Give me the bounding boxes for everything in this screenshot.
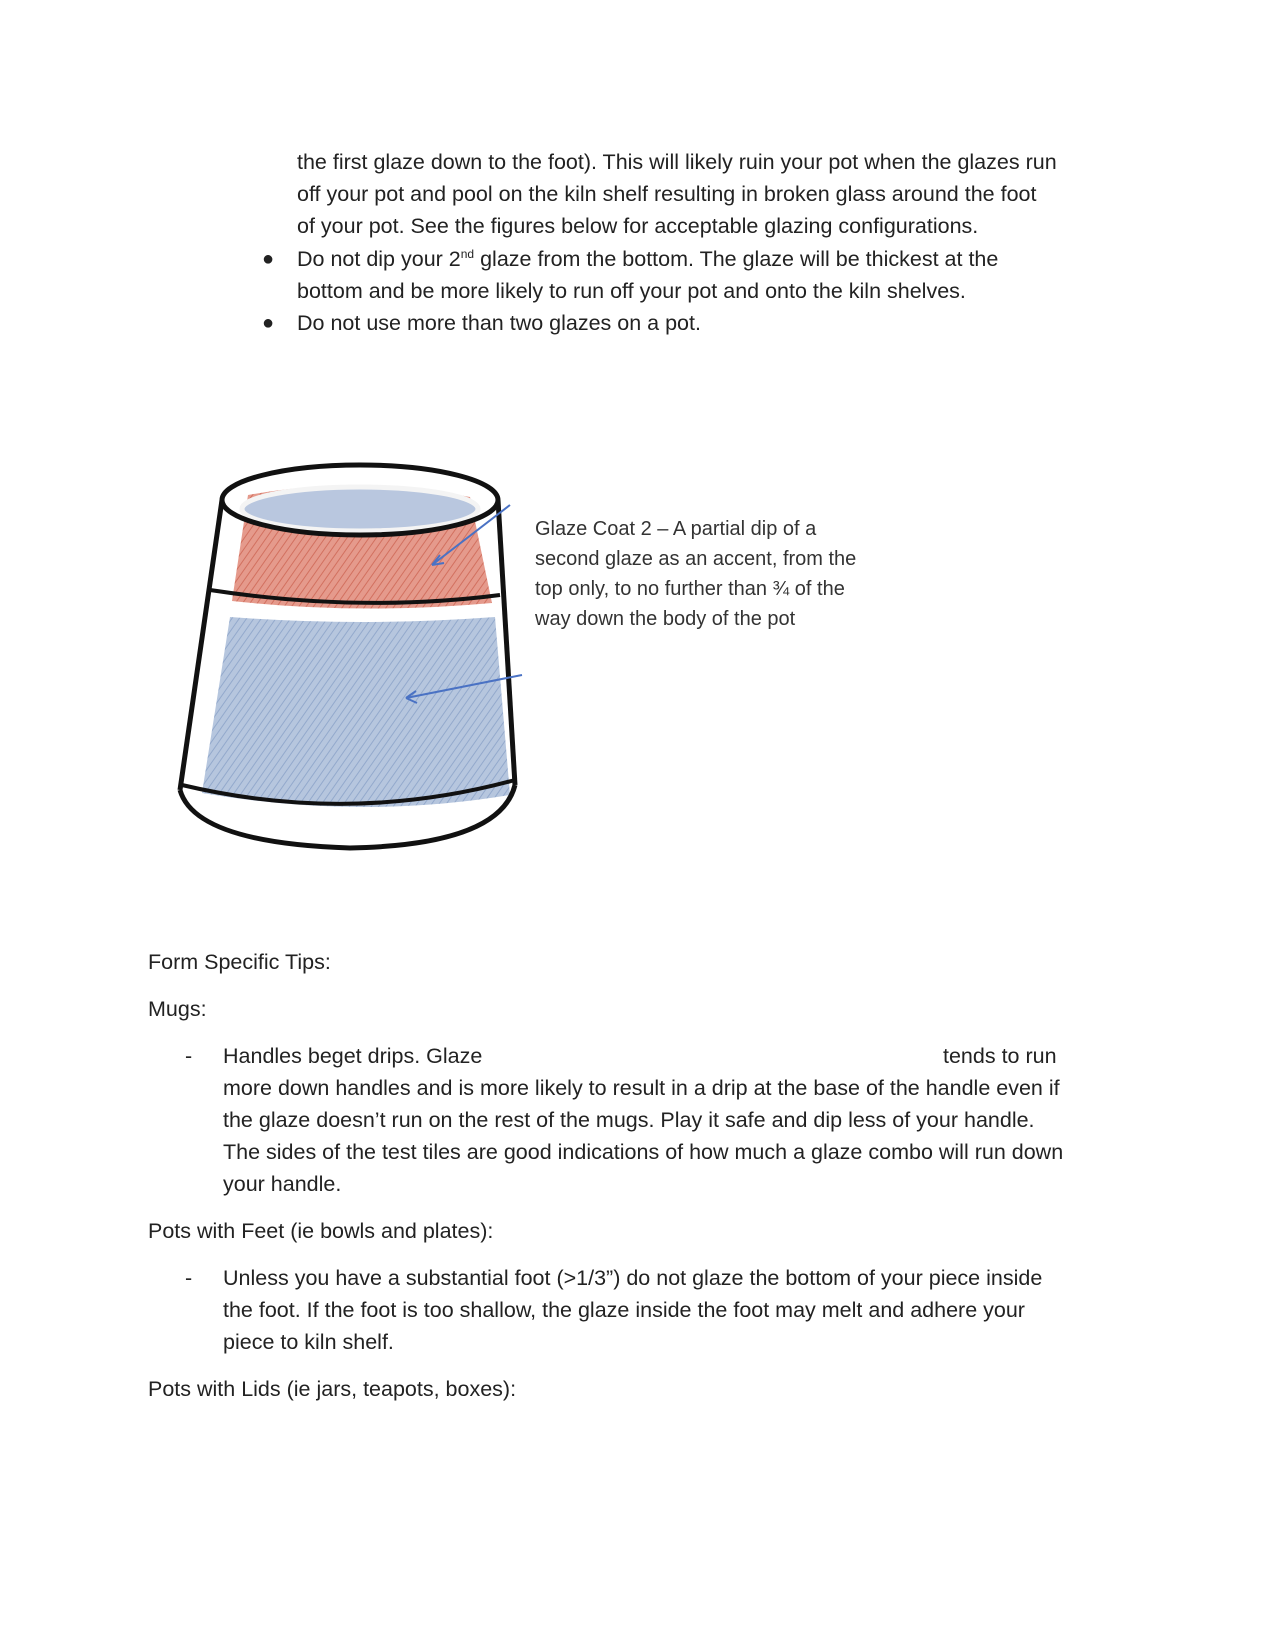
bullet-1-symbol: ● — [262, 248, 275, 270]
callout-line-1: Glaze Coat 2 – A partial dip of a — [535, 518, 817, 540]
mugs-heading: Mugs: — [148, 997, 207, 1021]
mugs-item-line-3: the glaze doesn’t run on the rest of the mugs. Play it safe and dip less of your handle. — [223, 1108, 1035, 1132]
inner-glaze-ellipse — [242, 487, 478, 531]
intro-line-1: the first glaze down to the foot). This will likely ruin your pot when the glazes run — [297, 150, 1057, 174]
intro-line-3: of your pot. See the figures below for acceptable glazing configurations. — [297, 214, 979, 238]
feet-heading: Pots with Feet (ie bowls and plates): — [148, 1219, 494, 1243]
mugs-item-line-5: your handle. — [223, 1172, 342, 1196]
callout-line-2: second glaze as an accent, from the — [535, 548, 857, 570]
feet-item-dash: - — [185, 1266, 193, 1290]
feet-item-line-1: Unless you have a substantial foot (>1/3”) do not glaze the bottom of your piece inside — [223, 1266, 1043, 1290]
callout-line-3: top only, to no further than ¾ of the — [535, 578, 845, 600]
bullet-1-line-2: bottom and be more likely to run off your pot and onto the kiln shelves. — [297, 279, 966, 303]
mugs-item-line-4: The sides of the test tiles are good indications of how much a glaze combo will run down — [223, 1140, 1064, 1164]
base-glaze-body — [202, 617, 510, 807]
mugs-item-dash: - — [185, 1044, 193, 1068]
lids-heading: Pots with Lids (ie jars, teapots, boxes): — [148, 1377, 517, 1401]
bullet-1-line-1: Do not dip your 2nd glaze from the bottom. The glaze will be thickest at the — [297, 246, 999, 271]
mugs-item-line-2: more down handles and is more likely to result in a drip at the base of the handle even if — [223, 1076, 1060, 1100]
callout-line-4: way down the body of the pot — [535, 608, 796, 630]
feet-item-line-2: the foot. If the foot is too shallow, the glaze inside the foot may melt and adhere your — [223, 1298, 1025, 1322]
mugs-item-line-1: Handles beget drips. Glaze tends to run — [223, 1044, 1057, 1068]
figure-callout — [535, 514, 895, 634]
bullet-2-line-1: Do not use more than two glazes on a pot. — [297, 311, 701, 335]
feet-item-line-3: piece to kiln shelf. — [223, 1330, 394, 1354]
intro-line-2: off your pot and pool on the kiln shelf resulting in broken glass around the foot — [297, 182, 1037, 206]
glazed-pot-figure — [170, 455, 570, 885]
form-tips-heading: Form Specific Tips: — [148, 950, 331, 974]
bullet-2-symbol: ● — [262, 312, 275, 334]
